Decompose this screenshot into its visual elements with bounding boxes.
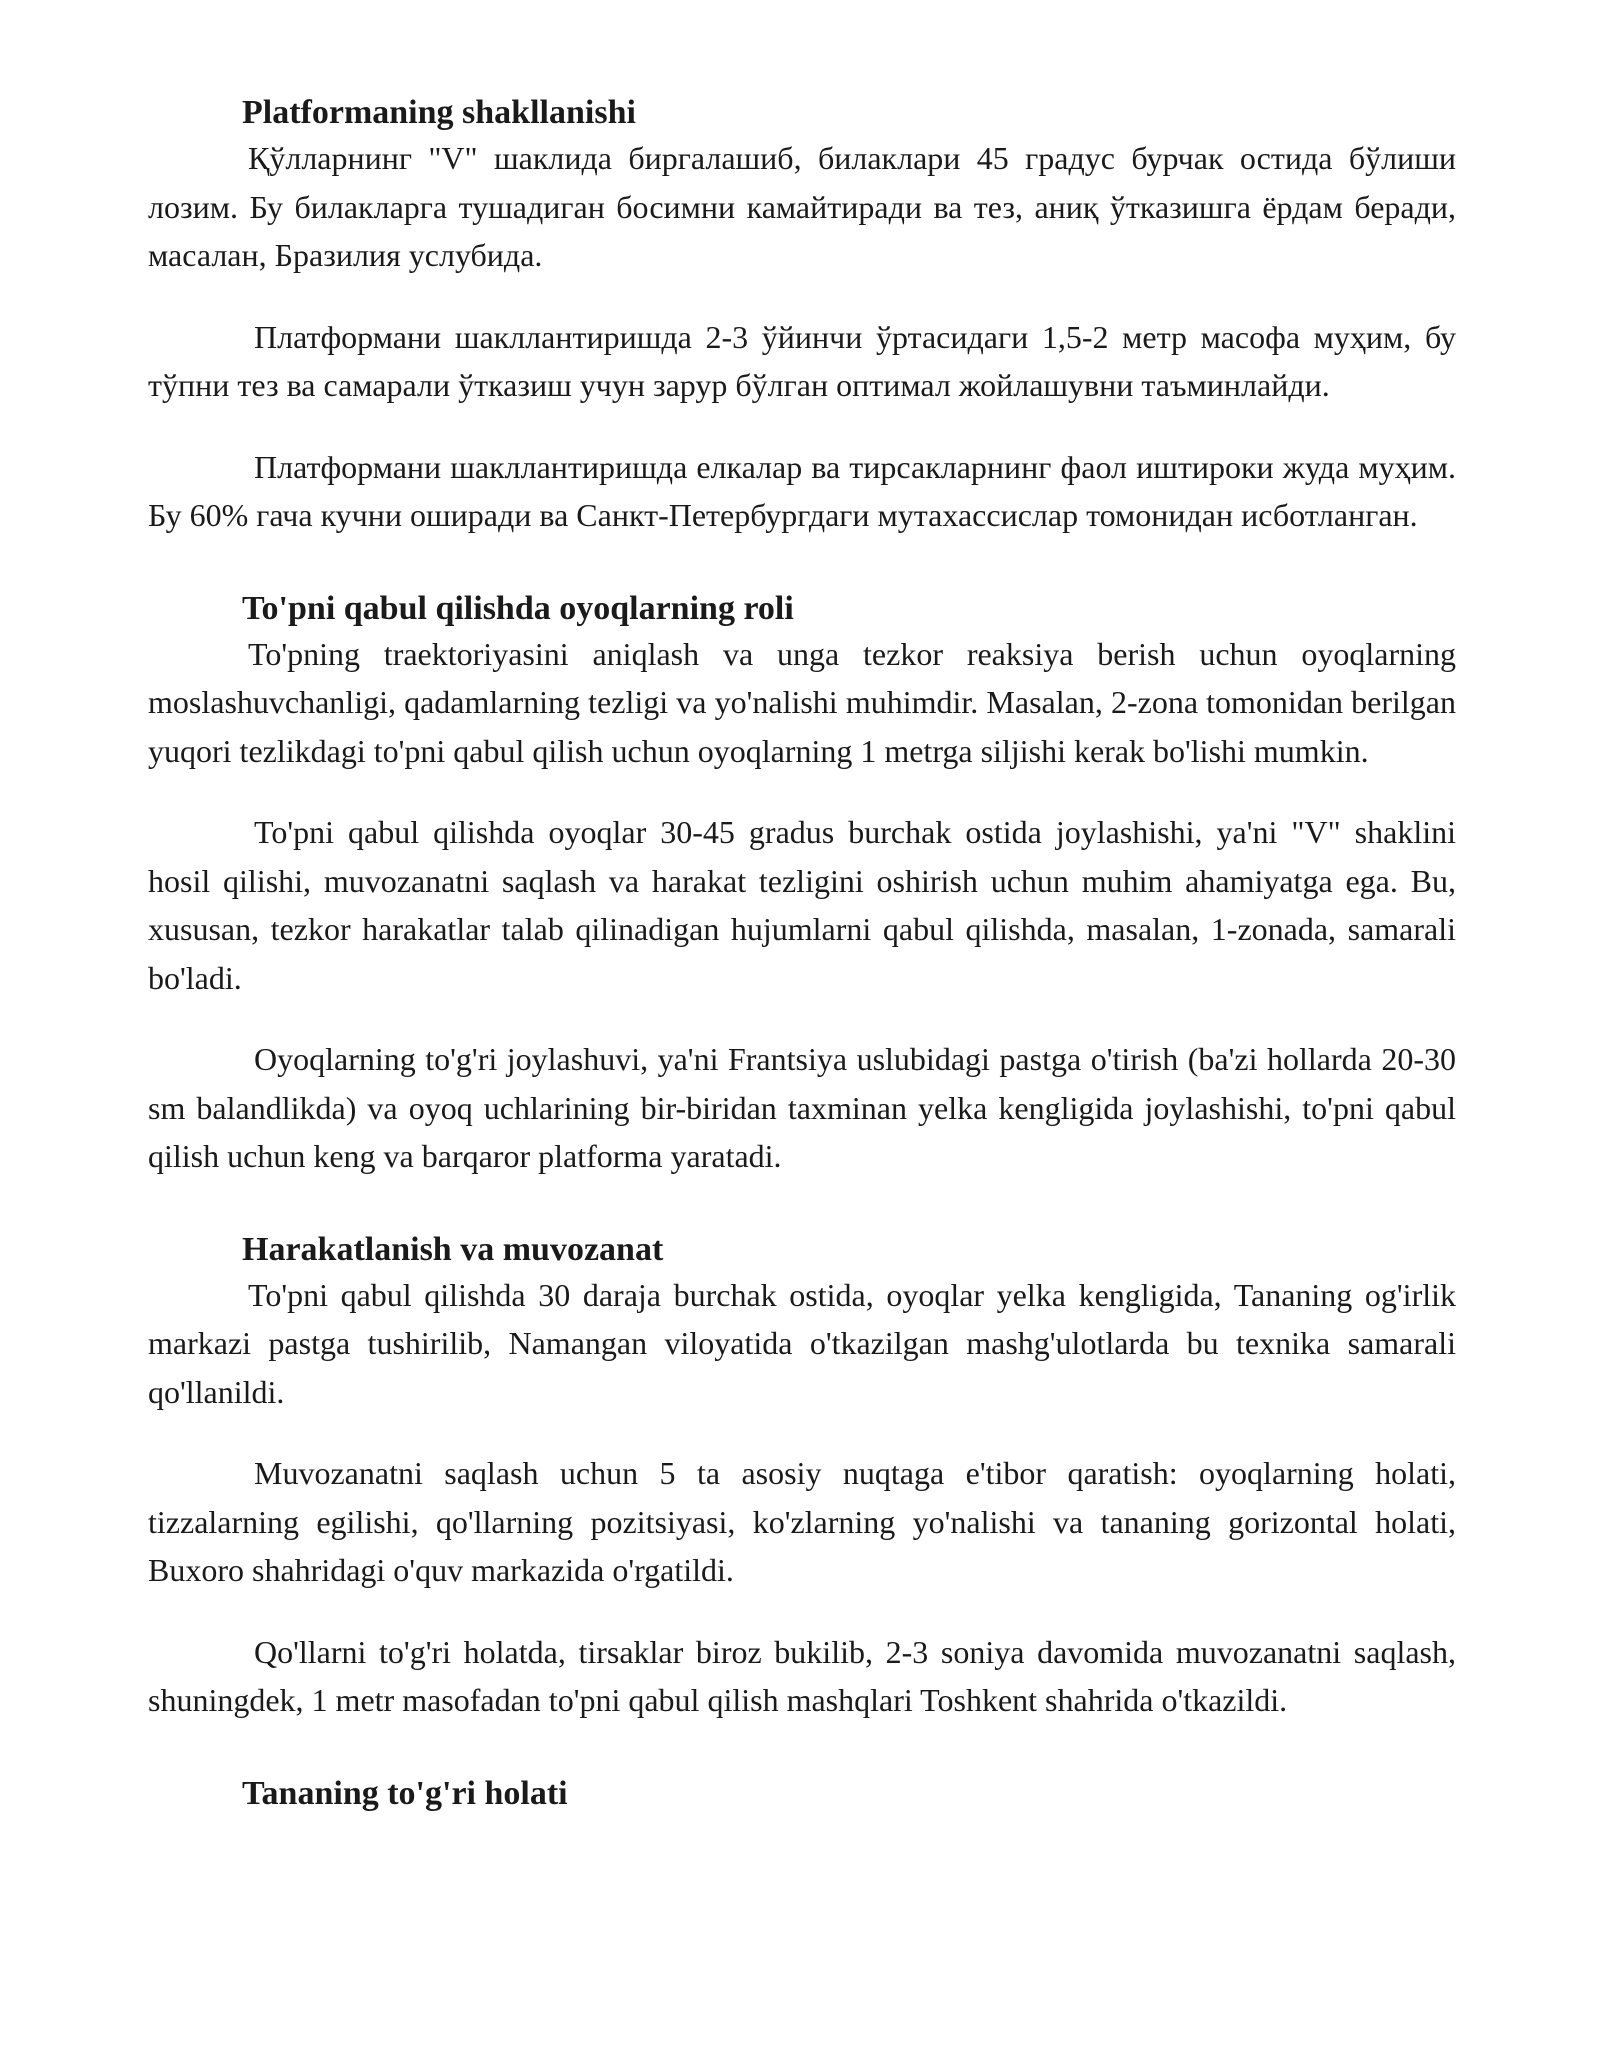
paragraph: To'pni qabul qilishda oyoqlar 30-45 gradus burchak ostida joylashishi, ya'ni "V" shaklini hosil qilishi, muvozanatni saqlash va harakat tezligini oshirish uchun muhim ahamiyatga ega. Bu, xususan, tezkor harakatlar talab qilinadigan hujumlarni qabul qilishda, masalan, 1-zonada, samarali bo'ladi. xyxy=(148,814,1456,996)
paragraph: Қўлларнинг "V" шаклида биргалашиб, билаклари 45 градус бурчак остида бўлиши лозим. Бу билакларга тушадиган босимни камайтиради ва тез, аниқ ўтказишга ёрдам беради, масалан, Бразилия услубида. xyxy=(148,140,1456,273)
paragraph: Платформани шакллантиришда елкалар ва тирсакларнинг фаол иштироки жуда муҳим. Бу 60% гача кучни оширади ва Санкт-Петербургдаги мутахассислар томонидан исботланган. xyxy=(148,448,1456,533)
section-heading-balance: Harakatlanish va muvozanat xyxy=(242,1230,664,1268)
paragraph: To'pni qabul qilishda 30 daraja burchak ostida, oyoqlar yelka kengligida, Tananing og'irlik markazi pastga tushirilib, Namangan viloyatida o'tkazilgan mashg'ulotlarda bu texnika samarali qo'llanildi. xyxy=(148,1276,1456,1410)
section-heading-platform: Platformaning shakllanishi xyxy=(242,94,636,131)
paragraph: Платформани шакллантиришда 2-3 ўйинчи ўртасидаги 1,5-2 метр масофа муҳим, бу тўпни тез ва самарали ўтказиш учун зарур бўлган оптимал жойлашувни таъминлайди. xyxy=(148,318,1456,403)
document-body xyxy=(148,92,1456,1815)
paragraph: Muvozanatni saqlash uchun 5 ta asosiy nuqtaga e'tibor qaratish: oyoqlarning holati, tizzalarning egilishi, qo'llarning pozitsiyasi, ko'zlarning yo'nalishi va tananing gorizontal holati, Buxoro shahridagi o'quv markazida o'rgatildi. xyxy=(148,1455,1456,1588)
paragraph: Oyoqlarning to'g'ri joylashuvi, ya'ni Frantsiya uslubidagi pastga o'tirish (ba'zi hollarda 20-30 sm balandlikda) va oyoq uchlarining bir-biridan taxminan yelka kengligida joylashishi, to'pni qabul qilish uchun keng va barqaror platforma yaratadi. xyxy=(148,1041,1456,1174)
paragraph: To'pning traektoriyasini aniqlash va unga tezkor reaksiya berish uchun oyoqlarning moslashuvchanligi, qadamlarning tezligi va yo'nalishi muhimdir. Masalan, 2-zona tomonidan berilgan yuqori tezlikdagi to'pni qabul qilish uchun oyoqlarning 1 metrga siljishi kerak bo'lishi mumkin. xyxy=(148,635,1456,769)
section-heading-legs: To'pni qabul qilishda oyoqlarning roli xyxy=(242,589,794,627)
paragraph: Qo'llarni to'g'ri holatda, tirsaklar biroz bukilib, 2-3 soniya davomida muvozanatni saqlash, shuningdek, 1 metr masofadan to'pni qabul qilish mashqlari Toshkent shahrida o'tkazildi. xyxy=(148,1633,1456,1718)
section-heading-posture: Tananing to'g'ri holati xyxy=(242,1774,568,1812)
